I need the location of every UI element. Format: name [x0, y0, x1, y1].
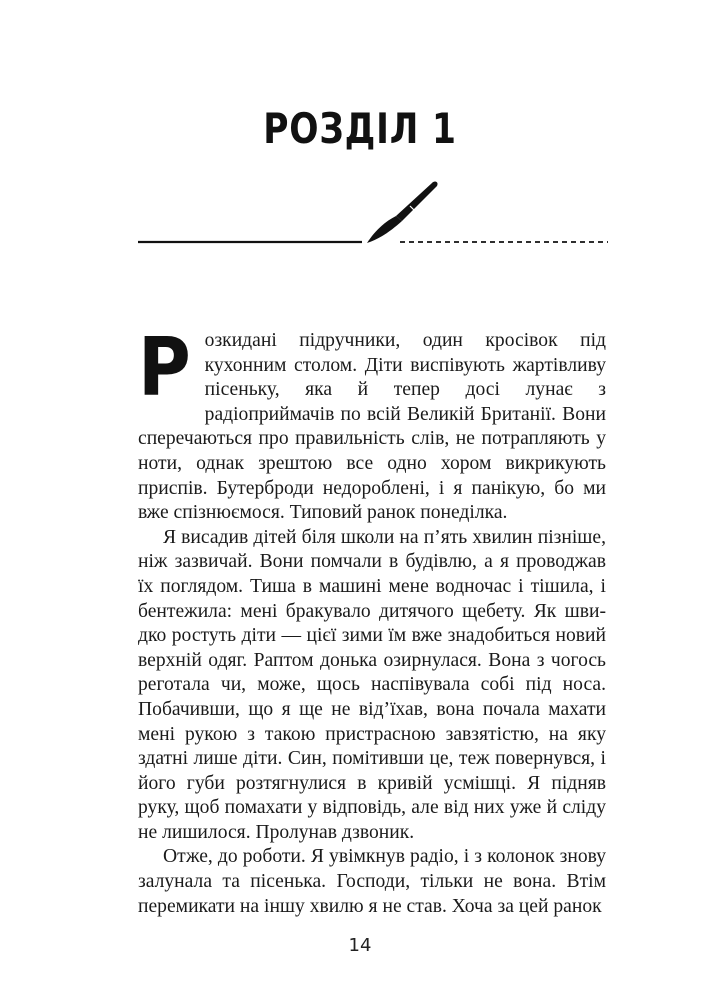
paragraph-text: озкидані підручники, один кросівок під кухонним столом. Діти виспівують жартівливу пісеньку, яка й тепер досі лунає з радіоприймачів по всій Великій Британії. Вони сперечаються про правильність слів, не потрапляють у ноти, однак зрештою все одно хором викрикують приспів. Бутерброди недороблені, і я панікую, бо ми вже спізнюємося. Типовий ранок понеділка.: [138, 330, 606, 524]
scalpel-icon: [367, 182, 438, 243]
chapter-body: [138, 321, 606, 919]
paragraph: Отже, до роботи. Я увімкнув радіо, і з колонок знову залунала та пісенька. Господи, тільки не вона. Втім перемикати на іншу хвилю я не став. Хоча за цей ранок: [138, 846, 606, 917]
paragraph: [138, 321, 606, 526]
chapter-divider: [138, 170, 608, 260]
paragraph: Я висадив дітей біля школи на п’ять хвилин пізніше, ніж зазвичай. Вони помчали в будівлю, а я проводжав їх поглядом. Тиша в машині мене водночас і тішила, і бентежила: мені бракувало дитячого щебету. Як швидко ростуть діти — цієї зими їм вже знадобиться новий верхній одяг. Раптом донька озирнулася. Вона з чогось реготала чи, може, щось наспівувала собі під носа. Побачивши, що я ще не від’їхав, вона почала махати мені рукою з такою пристрасною завзятістю, на яку здатні лише діти. Син, помітивши це, теж повернувся, і його губи розтягнулися в кривій усмішці. Я підняв руку, щоб помахати у відповідь, але від них уже й сліду не лишилося. Пролунав дзвоник.: [138, 526, 606, 843]
page-number: 14: [348, 935, 372, 956]
drop-cap: Р: [138, 321, 191, 414]
chapter-title: РОЗДІЛ 1: [263, 104, 457, 153]
